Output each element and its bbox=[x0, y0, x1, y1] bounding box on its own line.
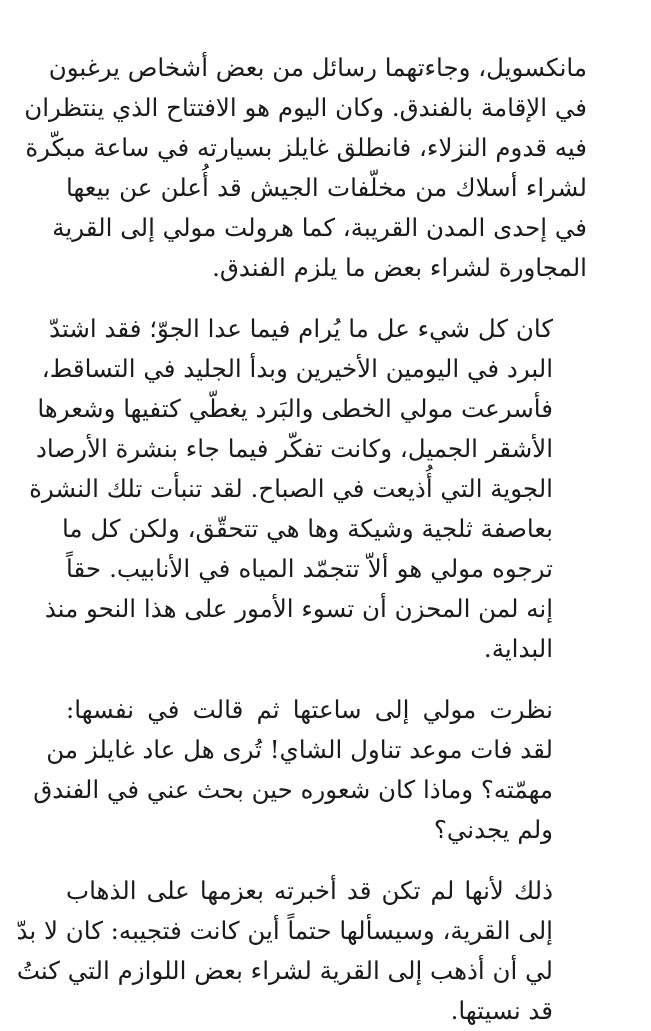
paragraph bbox=[16, 871, 587, 1031]
text-line: بعاصفة ثلجية وشيكة وها هي تتحقّق، ولكن كل ما bbox=[61, 514, 553, 543]
text-line: ولم يجدني؟ bbox=[433, 815, 553, 844]
text-line: ترجوه مولي هو ألاّ تتجمّد المياه في الأنابيب. حقاً bbox=[66, 554, 553, 583]
text-line: في إحدى المدن القريبة، كما هرولت مولي إلى القرية bbox=[52, 213, 587, 242]
text-line: البرد في اليومين الأخيرين وبدأ الجليد في التساقط، bbox=[41, 354, 553, 383]
text-line: مانكسويل، وجاءتهما رسائل من بعض أشخاص يرغبون bbox=[48, 53, 587, 82]
text-line: ذلك لأنها لم تكن قد أخبرته بعزمها على الذهاب bbox=[66, 876, 553, 905]
text-line: في الإقامة بالفندق. وكان اليوم هو الافتتاح الذي ينتظران bbox=[24, 93, 587, 122]
text-line: فأسرعت مولي الخطى والبَرد يغطّي كتفيها وشعرها bbox=[37, 394, 553, 423]
text-line: إنه لمن المحزن أن تسوء الأمور على هذا النحو منذ bbox=[44, 594, 553, 623]
text-line: لشراء أسلاك من مخلّفات الجيش قد أُعلن عن بيعها bbox=[66, 173, 587, 202]
paragraph bbox=[24, 48, 587, 288]
text-line: لي أن أذهب إلى القرية لشراء بعض اللوازم التي كنتُ bbox=[16, 956, 553, 985]
text-line: لقد فات موعد تناول الشاي! تُرى هل عاد غايلز من bbox=[46, 735, 553, 764]
text-line: قد نسيتها. bbox=[450, 996, 553, 1025]
text-line: الأشقر الجميل، وكانت تفكّر فيما جاء بنشرة الأرصاد bbox=[35, 434, 553, 463]
paragraph bbox=[33, 690, 587, 850]
text-line: الجوية التي أُذيعت في الصباح. لقد تنبأت تلك النشرة bbox=[29, 474, 553, 503]
text-line: فيه قدوم النزلاء، فانطلق غايلز بسيارته في ساعة مبكّرة bbox=[25, 133, 587, 162]
text-line: البداية. bbox=[483, 634, 553, 663]
text-line: كان كل شيء عل ما يُرام فيما عدا الجوّ؛ فقد اشتدّ bbox=[49, 314, 553, 343]
text-line: المجاورة لشراء بعض ما يلزم الفندق. bbox=[212, 253, 587, 282]
text-line: نظرت مولي إلى ساعتها ثم قالت في نفسها: bbox=[66, 695, 553, 724]
text-line: مهمّته؟ وماذا كان شعوره حين بحث عني في الفندق bbox=[33, 775, 553, 804]
text-line: إلى القرية، وسيسألها حتماً أين كانت فتجيبه: كان لا بدّ bbox=[16, 916, 553, 945]
paragraph bbox=[29, 309, 587, 669]
page-body-text bbox=[16, 48, 587, 1031]
